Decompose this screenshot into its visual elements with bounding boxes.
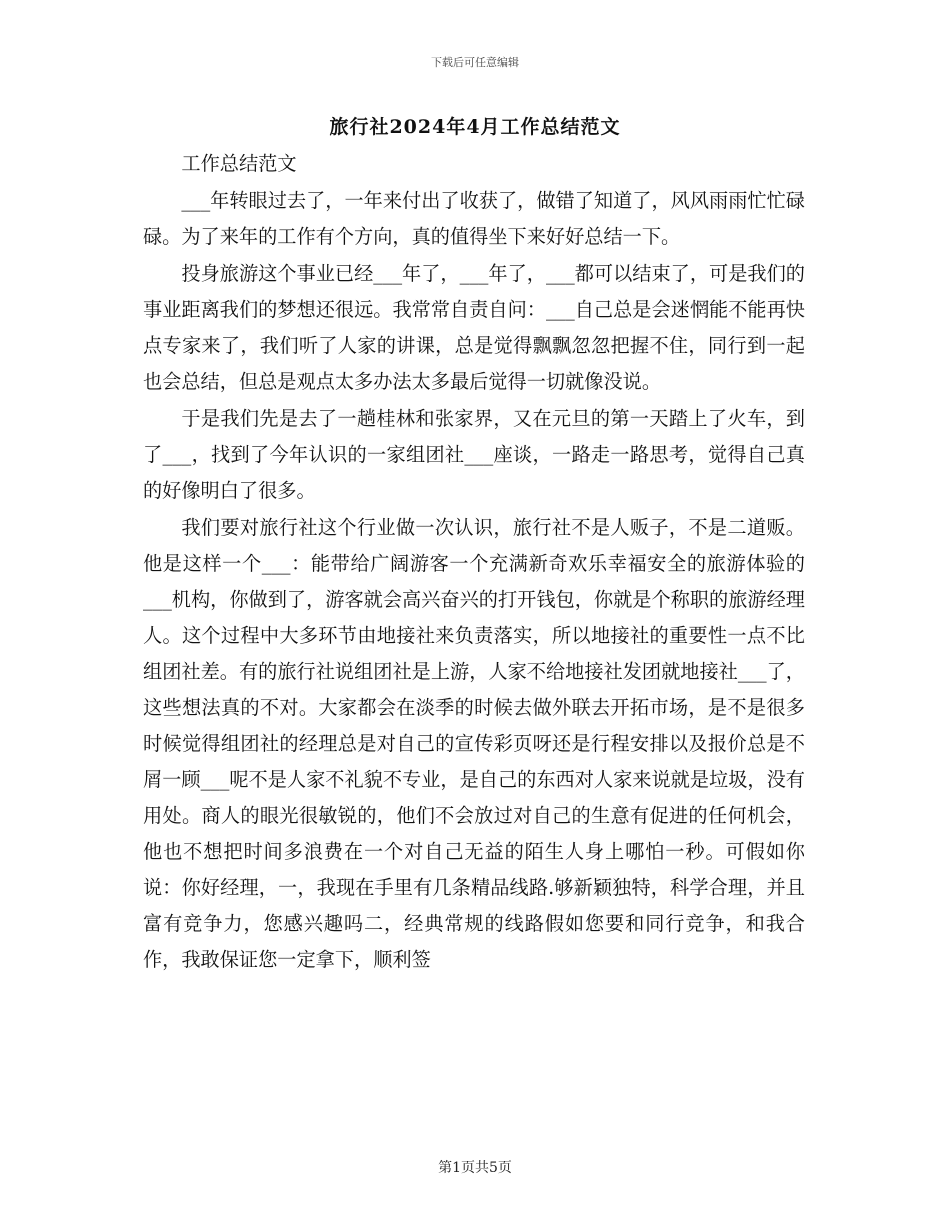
page-title: 旅行社2024年4月工作总结范文	[329, 116, 621, 138]
paragraph: 于是我们先是去了一趟桂林和张家界，又在元旦的第一天踏上了火车，到了___，找到了今年认识的一家组团社___座谈，一路走一路思考，觉得自己真的好像明白了很多。	[143, 407, 805, 502]
section-subtitle: 工作总结范文	[181, 152, 297, 175]
paragraph: 我们要对旅行社这个行业做一次认识，旅行社不是人贩子，不是二道贩。他是这样一个___：能带给广阔游客一个充满新奇欢乐幸福安全的旅游体验的___机构，你做到了，游客就会高兴奋兴的打开钱包，你就是个称职的旅游经理人。这个过程中大多环节由地接社来负责落实，所以地接社的重要性一点不比组团社差。有的旅行社说组团社是上游，人家不给地接社发团就地接社___了，这些想法真的不对。大家都会在淡季的时候去做外联去开拓市场，是不是很多时候觉得组团社的经理总是对自己的宣传彩页呀还是行程安排以及报价总是不屑一顾___呢不是人家不礼貌不专业，是自己的东西对人家来说就是垃圾，没有用处。商人的眼光很敏锐的，他们不会放过对自己的生意有促进的任何机会，他也不想把时间多浪费在一个对自己无益的陌生人身上哪怕一秒。可假如你说：你好经理，一，我现在手里有几条精品线路.够新颖独特，科学合理，并且富有竞争力，您感兴趣吗二，经典常规的线路假如您要和同行竞争，和我合作，我敢保证您一定拿下，顺利签	[143, 516, 805, 971]
paragraph: ___年转眼过去了，一年来付出了收获了，做错了知道了，风风雨雨忙忙碌碌。为了来年的工作有个方向，真的值得坐下来好好总结一下。	[143, 189, 805, 248]
header-note: 下载后可任意编辑	[431, 56, 519, 69]
paragraph: 投身旅游这个事业已经___年了，___年了，___都可以结束了，可是我们的事业距离我们的梦想还很远。我常常自责自问：___自己总是会迷惘能不能再快点专家来了，我们听了人家的讲课，总是觉得飘飘忽忽把握不住，同行到一起也会总结，但总是观点太多办法太多最后觉得一切就像没说。	[143, 262, 805, 393]
document-body	[143, 146, 805, 979]
page-footer: 第1页共5页	[438, 1160, 512, 1176]
